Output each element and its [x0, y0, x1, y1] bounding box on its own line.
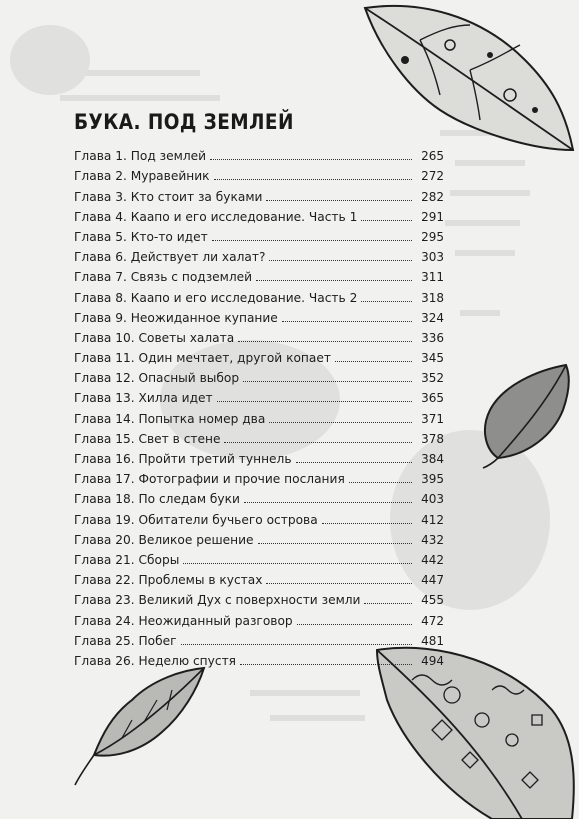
page-title: БУКА. ПОД ЗЕМЛЕЙ [74, 110, 294, 134]
toc-entry-page-number: 295 [421, 229, 444, 244]
toc-entry-label: Глава 16. Пройти третий туннель [74, 452, 292, 466]
toc-entry-page-number: 303 [421, 250, 444, 265]
toc-entry-page-number: 311 [421, 270, 444, 285]
toc-entry [74, 385, 444, 405]
toc-entry-label: Глава 12. Опасный выбор [74, 371, 240, 386]
toc-entry-page-number: 412 [421, 512, 444, 527]
toc-leader-dots [349, 481, 412, 483]
toc-entry [74, 527, 444, 547]
toc-entry [74, 183, 444, 203]
toc-entry-page-number: 345 [421, 351, 444, 366]
toc-leader-dots [297, 623, 412, 625]
toc-leader-dots [335, 360, 412, 362]
toc-entry [74, 365, 444, 385]
leaf-bottom-left-icon [72, 660, 212, 790]
toc-entry-label: Глава 24. Неожиданный разговор [74, 613, 293, 628]
toc-entry-label: Глава 17. Фотографии и прочие послания [74, 472, 345, 487]
toc-entry-page-number: 291 [421, 209, 444, 224]
toc-leader-dots [269, 421, 412, 423]
toc-entry-page-number: 365 [421, 391, 444, 406]
toc-entry-page-number: 378 [421, 431, 444, 446]
toc-leader-dots [214, 178, 412, 180]
toc-entry-label: Глава 8. Каапо и его исследование. Часть 2 [74, 290, 358, 305]
toc-entry [74, 345, 444, 365]
toc-leader-dots [282, 320, 412, 322]
toc-entry-page-number: 395 [421, 472, 444, 487]
toc-entry [74, 244, 444, 264]
toc-leader-dots [296, 461, 412, 463]
toc-entry [74, 325, 444, 345]
toc-entry-page-number: 442 [421, 552, 444, 567]
toc-entry-label: Глава 9. Неожиданное купание [74, 310, 278, 325]
toc-entry-label: Глава 15. Свет в стене [74, 431, 221, 446]
toc-leader-dots [217, 400, 412, 402]
toc-entry [74, 446, 444, 466]
toc-entry-label: Глава 20. Великое решение [74, 532, 254, 547]
toc-entry-page-number: 455 [421, 593, 444, 608]
toc-entry-label: Глава 3. Кто стоит за буками [74, 189, 263, 204]
toc-entry-label: Глава 14. Попытка номер два [74, 411, 266, 426]
toc-leader-dots [240, 663, 412, 665]
toc-entry-page-number: 265 [421, 149, 444, 164]
toc-entry-label: Глава 25. Побег [74, 633, 177, 648]
toc-leader-dots [210, 158, 412, 160]
toc-entry [74, 486, 444, 506]
toc-entry-label: Глава 11. Один мечтает, другой копает [74, 351, 331, 366]
toc-entry-label: Глава 10. Советы халата [74, 330, 235, 345]
toc-leader-dots [212, 239, 412, 241]
toc-entry-page-number: 318 [421, 290, 444, 305]
toc-entry [74, 426, 444, 446]
toc-entry [74, 264, 444, 284]
toc-entry [74, 648, 444, 668]
toc-entry-page-number: 272 [421, 169, 444, 184]
toc-entry [74, 143, 444, 163]
toc-leader-dots [322, 522, 412, 524]
toc-leader-dots [364, 602, 412, 604]
toc-entry [74, 466, 444, 486]
toc-leader-dots [266, 199, 412, 201]
toc-entry-page-number: 447 [421, 573, 444, 588]
toc-entry-page-number: 371 [421, 411, 444, 426]
toc-entry-page-number: 472 [421, 613, 444, 628]
toc-entry-label: Глава 4. Каапо и его исследование. Часть 1 [74, 209, 358, 224]
toc-entry [74, 163, 444, 183]
toc-leader-dots [266, 582, 412, 584]
toc-entry-label: Глава 19. Обитатели бучьего острова [74, 512, 318, 527]
toc-entry-page-number: 336 [421, 330, 444, 345]
toc-leader-dots [183, 562, 412, 564]
toc-leader-dots [224, 441, 412, 443]
toc-entry-label: Глава 13. Хилла идет [74, 391, 213, 406]
toc-entry [74, 224, 444, 244]
toc-leader-dots [361, 219, 412, 221]
toc-entry-label: Глава 5. Кто-то идет [74, 229, 208, 244]
toc-leader-dots [181, 643, 412, 645]
toc-entry [74, 607, 444, 627]
toc-entry-label: Глава 26. Неделю спустя [74, 653, 236, 668]
toc-entry [74, 204, 444, 224]
toc-entry-label: Глава 21. Сборы [74, 552, 180, 567]
toc-leader-dots [258, 542, 412, 544]
toc-entry-page-number: 282 [421, 189, 444, 204]
toc-entry [74, 305, 444, 325]
toc-entry-page-number: 324 [421, 310, 444, 325]
toc-entry [74, 547, 444, 567]
toc-leader-dots [244, 501, 412, 503]
leaf-middle-right-icon [478, 360, 573, 470]
toc-entry [74, 567, 444, 587]
table-of-contents [74, 143, 444, 668]
toc-entry-label: Глава 6. Действует ли халат? [74, 250, 266, 265]
toc-entry [74, 587, 444, 607]
toc-entry-page-number: 403 [421, 492, 444, 507]
toc-leader-dots [361, 300, 412, 302]
toc-leader-dots [238, 340, 412, 342]
toc-entry-page-number: 384 [421, 452, 444, 466]
toc-entry-label: Глава 22. Проблемы в кустах [74, 573, 263, 588]
toc-entry [74, 506, 444, 526]
toc-entry-page-number: 494 [421, 653, 444, 668]
toc-entry-page-number: 481 [421, 633, 444, 648]
toc-entry-page-number: 432 [421, 532, 444, 547]
toc-entry-label: Глава 1. Под землей [74, 149, 207, 164]
toc-leader-dots [256, 279, 412, 281]
toc-entry [74, 628, 444, 648]
leaf-top-right-icon [360, 0, 579, 165]
toc-entry-label: Глава 23. Великий Дух с поверхности земли [74, 593, 361, 608]
toc-leader-dots [269, 259, 412, 261]
toc-leader-dots [243, 380, 412, 382]
toc-entry [74, 405, 444, 425]
toc-entry-label: Глава 2. Муравейник [74, 169, 210, 184]
toc-entry-label: Глава 18. По следам буки [74, 492, 240, 507]
toc-entry-page-number: 352 [421, 371, 444, 386]
toc-entry [74, 284, 444, 304]
toc-entry-label: Глава 7. Связь с подземлей [74, 270, 253, 285]
